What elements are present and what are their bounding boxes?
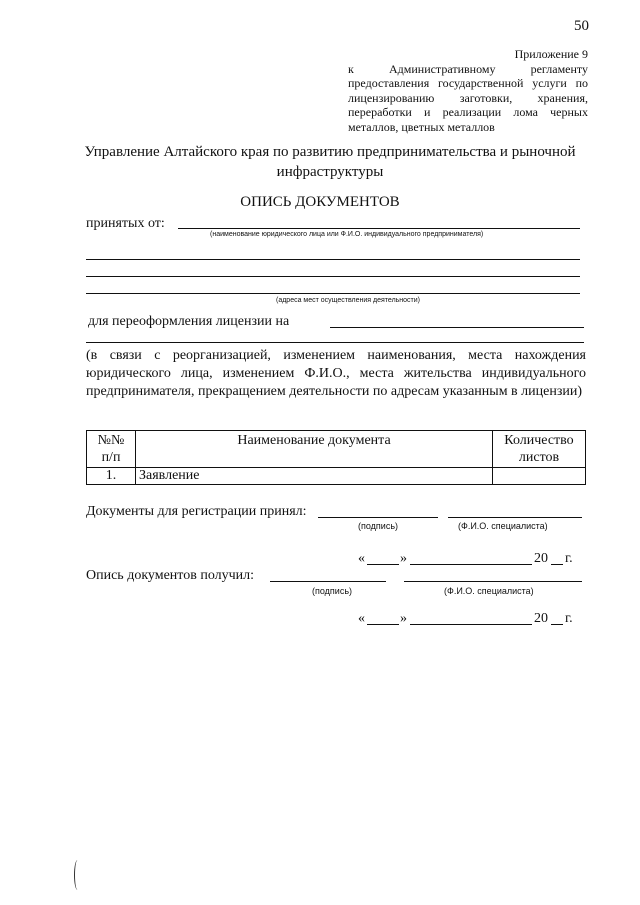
accepted-from-caption: (наименование юридического лица или Ф.И.О. индивидуального предпринимателя): [210, 231, 484, 238]
date2-day-line[interactable]: [367, 624, 399, 625]
date2-year: 20: [534, 611, 548, 626]
address-caption: (адреса мест осуществления деятельности): [276, 297, 421, 304]
row-name: Заявление: [136, 468, 493, 485]
document-title: ОПИСЬ ДОКУМЕНТОВ: [240, 194, 400, 210]
registration-name-line[interactable]: [448, 517, 582, 518]
reason-paragraph: (в связи с реорганизацией, изменением наименования, места нахождения юридического лица, изменением Ф.И.О., места жительства индивидуального предпринимателя, прекращением деятельности по адресам указанным в лицензии): [86, 348, 586, 399]
registration-signature-caption: (подпись): [358, 521, 399, 531]
purpose-line[interactable]: [330, 327, 584, 328]
date1-year-line[interactable]: [551, 564, 563, 565]
inventory-signature-line[interactable]: [270, 581, 386, 582]
page-number: 50: [574, 18, 589, 34]
inventory-name-caption: (Ф.И.О. специалиста): [444, 586, 534, 596]
appendix-note: [348, 47, 588, 134]
row-num: 1.: [87, 468, 136, 485]
documents-table: [86, 430, 586, 485]
header-count-line1: Количество: [504, 433, 574, 448]
appendix-text: к Административному регламенту предоставления государственной услуги по лицензированию заготовки, хранения, переработки и реализации лома черных металлов, цветных металлов: [348, 61, 588, 134]
registration-name-caption: (Ф.И.О. специалиста): [458, 521, 548, 531]
table-header-row: [87, 431, 586, 468]
table-row: [87, 468, 586, 485]
registration-signature-line[interactable]: [318, 517, 438, 518]
blank-line-2[interactable]: [86, 276, 580, 277]
date1-year: 20: [534, 551, 548, 566]
inventory-name-line[interactable]: [404, 581, 582, 582]
date2-suffix: г.: [565, 611, 573, 626]
header-count: [493, 431, 586, 468]
date1-open-quote: «: [358, 551, 365, 566]
date2-month-line[interactable]: [410, 624, 532, 625]
date2-open-quote: «: [358, 611, 365, 626]
date1-suffix: г.: [565, 551, 573, 566]
date2-year-line[interactable]: [551, 624, 563, 625]
accepted-from-line[interactable]: [178, 228, 580, 229]
purpose-label: для переоформления лицензии на: [88, 314, 290, 329]
inventory-label: Опись документов получил:: [86, 568, 255, 583]
inventory-signature-caption: (подпись): [312, 586, 353, 596]
address-line[interactable]: [86, 293, 580, 294]
row-count[interactable]: [493, 468, 586, 485]
header-num-line2: п/п: [101, 450, 121, 465]
header-num: [87, 431, 136, 468]
header-count-line2: листов: [518, 450, 560, 465]
accepted-from-label: принятых от:: [86, 216, 165, 231]
blank-line-1[interactable]: [86, 259, 580, 260]
appendix-title: Приложение 9: [514, 47, 588, 61]
organization-name: Управление Алтайского края по развитию предпринимательства и рыночной инфраструктуры: [84, 144, 576, 180]
date1-month-line[interactable]: [410, 564, 532, 565]
registration-label: Документы для регистрации принял:: [86, 504, 307, 519]
date1-day-line[interactable]: [367, 564, 399, 565]
purpose-line-2[interactable]: [86, 342, 584, 343]
header-name: Наименование документа: [136, 431, 493, 468]
date1-close-quote: »: [400, 551, 407, 566]
scan-margin-mark: [74, 860, 81, 890]
header-num-line1: №№: [97, 433, 125, 448]
date2-close-quote: »: [400, 611, 407, 626]
